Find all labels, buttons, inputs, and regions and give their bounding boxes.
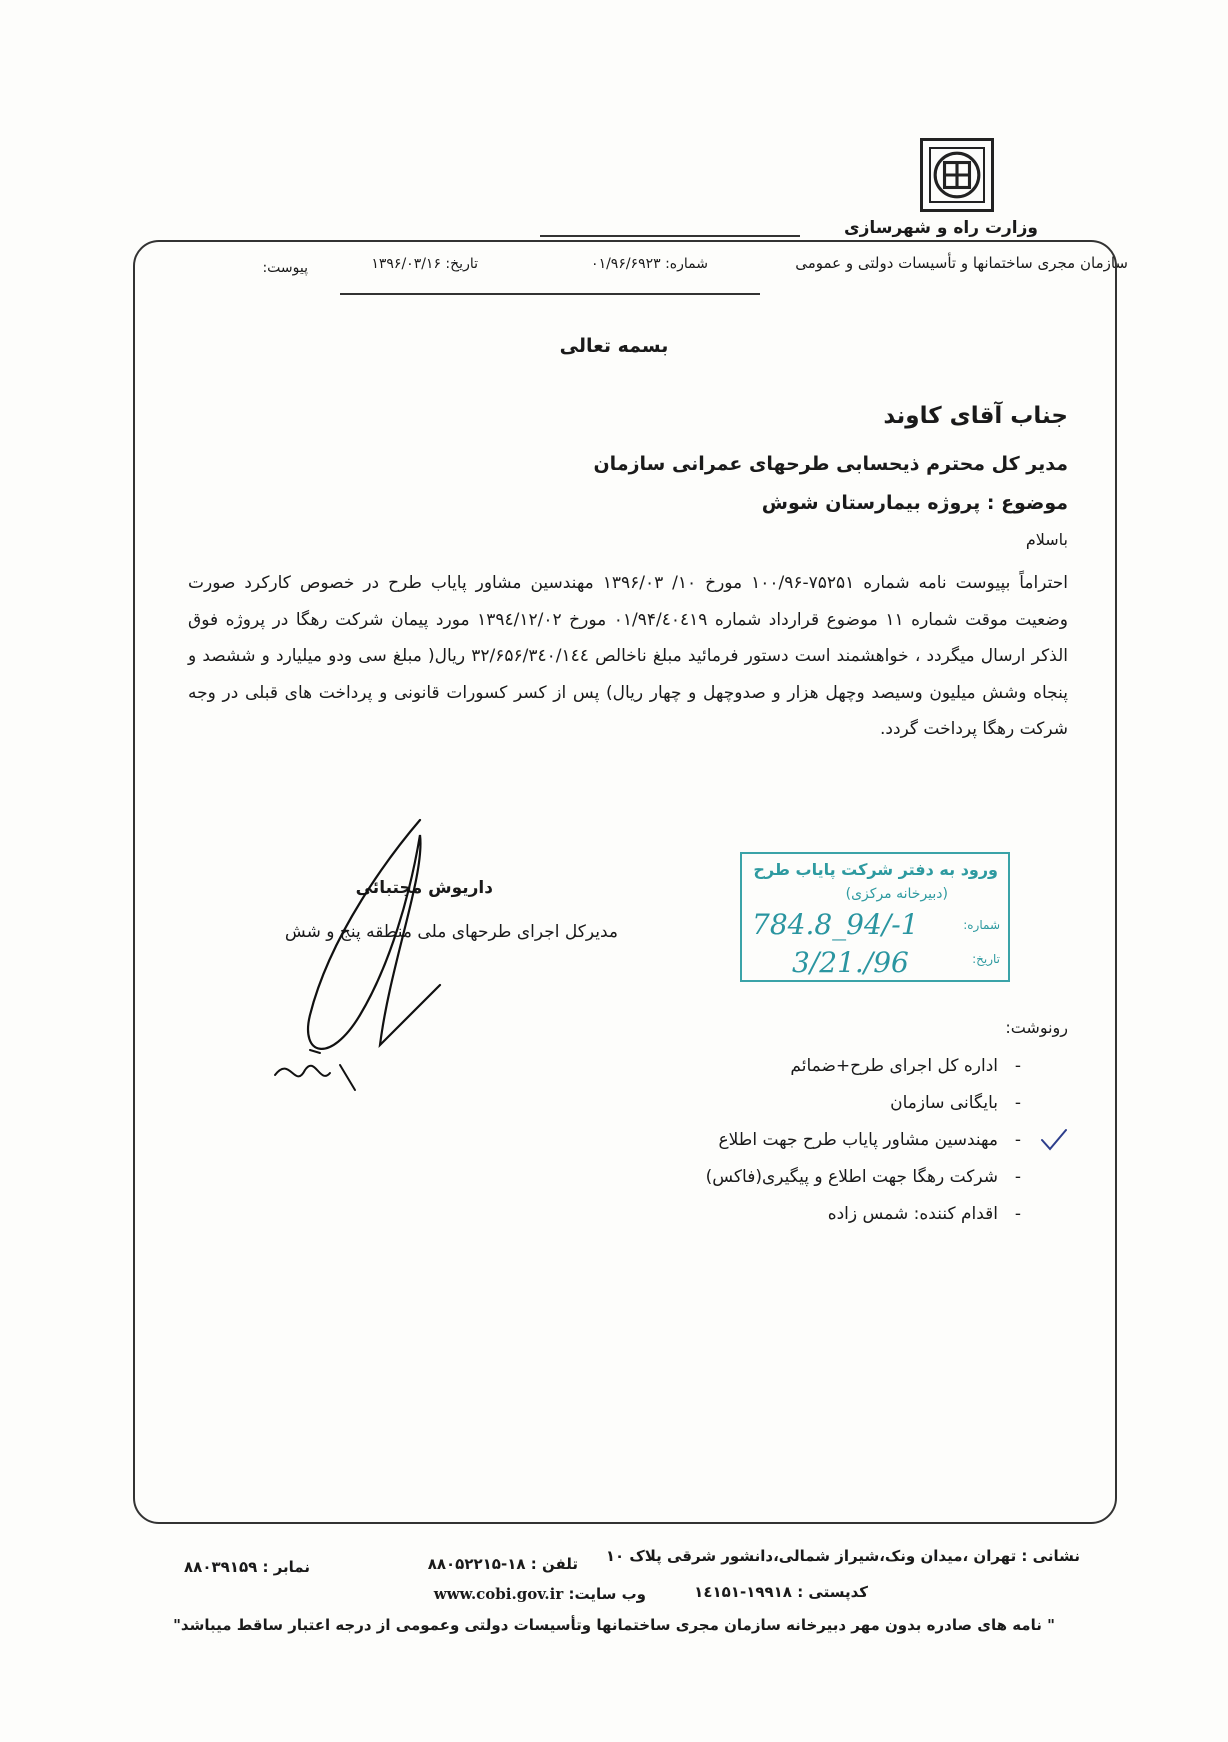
letter-subject: موضوع : پروژه بیمارستان شوش bbox=[761, 492, 1068, 514]
organization-name: سازمان مجری ساختمانها و تأسیسات دولتی و عمومی bbox=[795, 254, 1128, 272]
footer-postal-code: کدپستی : ۱۹۹۱۸-۱٤۱۵۱ bbox=[694, 1583, 868, 1601]
cc-title: رونوشت: bbox=[1005, 1018, 1068, 1037]
cc-item-text: شرکت رهگا جهت اطلاع و پیگیری(فاکس) bbox=[705, 1167, 998, 1187]
greeting: باسلام bbox=[1025, 530, 1068, 549]
stamp-line1: ورود به دفتر شرکت پایاب طرح bbox=[753, 860, 998, 879]
website-label: وب سایت: bbox=[568, 1585, 646, 1603]
window-emblem-icon bbox=[931, 149, 983, 201]
stamp-date-label: تاریخ: bbox=[972, 952, 1000, 966]
footer-fax: نمابر : ۸۸۰۳۹۱۵۹ bbox=[184, 1558, 310, 1576]
cc-list bbox=[706, 1056, 1038, 1241]
cc-dash: - bbox=[1014, 1167, 1022, 1187]
recipient-title: مدیر کل محترم ذیحسابی طرحهای عمرانی سازمان bbox=[593, 453, 1068, 475]
website-link[interactable]: www.cobi.gov.ir bbox=[433, 1585, 564, 1603]
basmala: بسمه تعالی bbox=[559, 335, 669, 357]
cc-dash: - bbox=[1014, 1130, 1022, 1150]
header-rule bbox=[540, 235, 800, 237]
receipt-stamp bbox=[740, 852, 1010, 982]
stamp-number-value: 1-/94_784.8 bbox=[752, 908, 919, 941]
cc-item-text: مهندسین مشاور پایاب طرح جهت اطلاع bbox=[718, 1130, 998, 1150]
cc-dash: - bbox=[1014, 1204, 1022, 1224]
list-item bbox=[706, 1130, 1038, 1167]
list-item bbox=[706, 1093, 1038, 1130]
footer-phone: تلفن : ۱۸-۸۸۰۵۲۲۱۵ bbox=[427, 1555, 578, 1573]
list-item bbox=[706, 1204, 1038, 1241]
handwritten-signature bbox=[270, 815, 450, 1105]
stamp-date-value: 96/.3/21 bbox=[792, 946, 909, 979]
cc-dash: - bbox=[1014, 1056, 1022, 1076]
footer-validity-note: " نامه های صادره بدون مهر دبیرخانه سازمان مجری ساختمانها وتأسیسات دولتی وعمومی از درجه اعتبار ساقط میباشد" bbox=[173, 1616, 1055, 1634]
checkmark-icon bbox=[1040, 1128, 1068, 1152]
list-item bbox=[706, 1056, 1038, 1093]
footer-address: نشانی : تهران ،میدان ونک،شیراز شمالی،دانشور شرقی پلاک ۱۰ bbox=[605, 1547, 1080, 1565]
signer-title: مدیرکل اجرای طرحهای ملی منطقه پنج و شش bbox=[284, 922, 618, 942]
cc-item-text: بایگانی سازمان bbox=[890, 1093, 998, 1113]
date-label: تاریخ: bbox=[445, 256, 478, 272]
cc-item-text: اداره کل اجرای طرح+ضمائم bbox=[790, 1056, 998, 1076]
stamp-line2: (دبیرخانه مرکزی) bbox=[845, 886, 948, 902]
number-value: ۰۱/۹۶/۶۹۲۳ bbox=[591, 256, 661, 272]
recipient-name: جناب آقای کاوند bbox=[883, 403, 1068, 429]
cc-dash: - bbox=[1014, 1093, 1022, 1113]
stamp-number-label: شماره: bbox=[963, 918, 1000, 932]
cc-item-text: اقدام کننده: شمس زاده bbox=[827, 1204, 998, 1224]
signer-name: داریوش مجتبائی bbox=[355, 878, 493, 898]
letter-body: احتراماً بپیوست نامه شماره ۷۵۲۵۱-۱۰۰/۹۶ مورخ ۱۰/ ۱۳۹۶/۰۳ مهندسین مشاور پایاب طرح در خصوص کارکرد صورت وضعیت موقت شماره ۱۱ موضوع قرارداد شماره ۰۱/۹۴/٤۰٤۱۹ مورخ ۱۳۹٤/۱۲/۰۲ مورد پیمان شرکت رهگا در پروژه فوق الذکر ارسال میگردد ، خواهشمند است دستور فرمائید مبلغ ناخالص ۳۲/۶۵۶/۳٤۰/۱٤٤ ریال( مبلغ سی ودو میلیارد و ششصد و پنجاه وشش میلیون وسیصد وچهل هزار و صدوچهل و چهار ریال) پس از کسر کسورات قانونی و پرداخت های قبلی در وجه شرکت رهگا پرداخت گردد. bbox=[188, 573, 1068, 739]
attachment-label: پیوست: bbox=[262, 260, 308, 276]
list-item bbox=[706, 1167, 1038, 1204]
number-label: شماره: bbox=[665, 256, 708, 272]
ministry-name: وزارت راه و شهرسازی bbox=[843, 218, 1038, 238]
footer-website bbox=[434, 1585, 646, 1603]
date-value: ۱۳۹۶/۰۳/۱۶ bbox=[371, 256, 441, 272]
ministry-logo bbox=[920, 138, 994, 212]
